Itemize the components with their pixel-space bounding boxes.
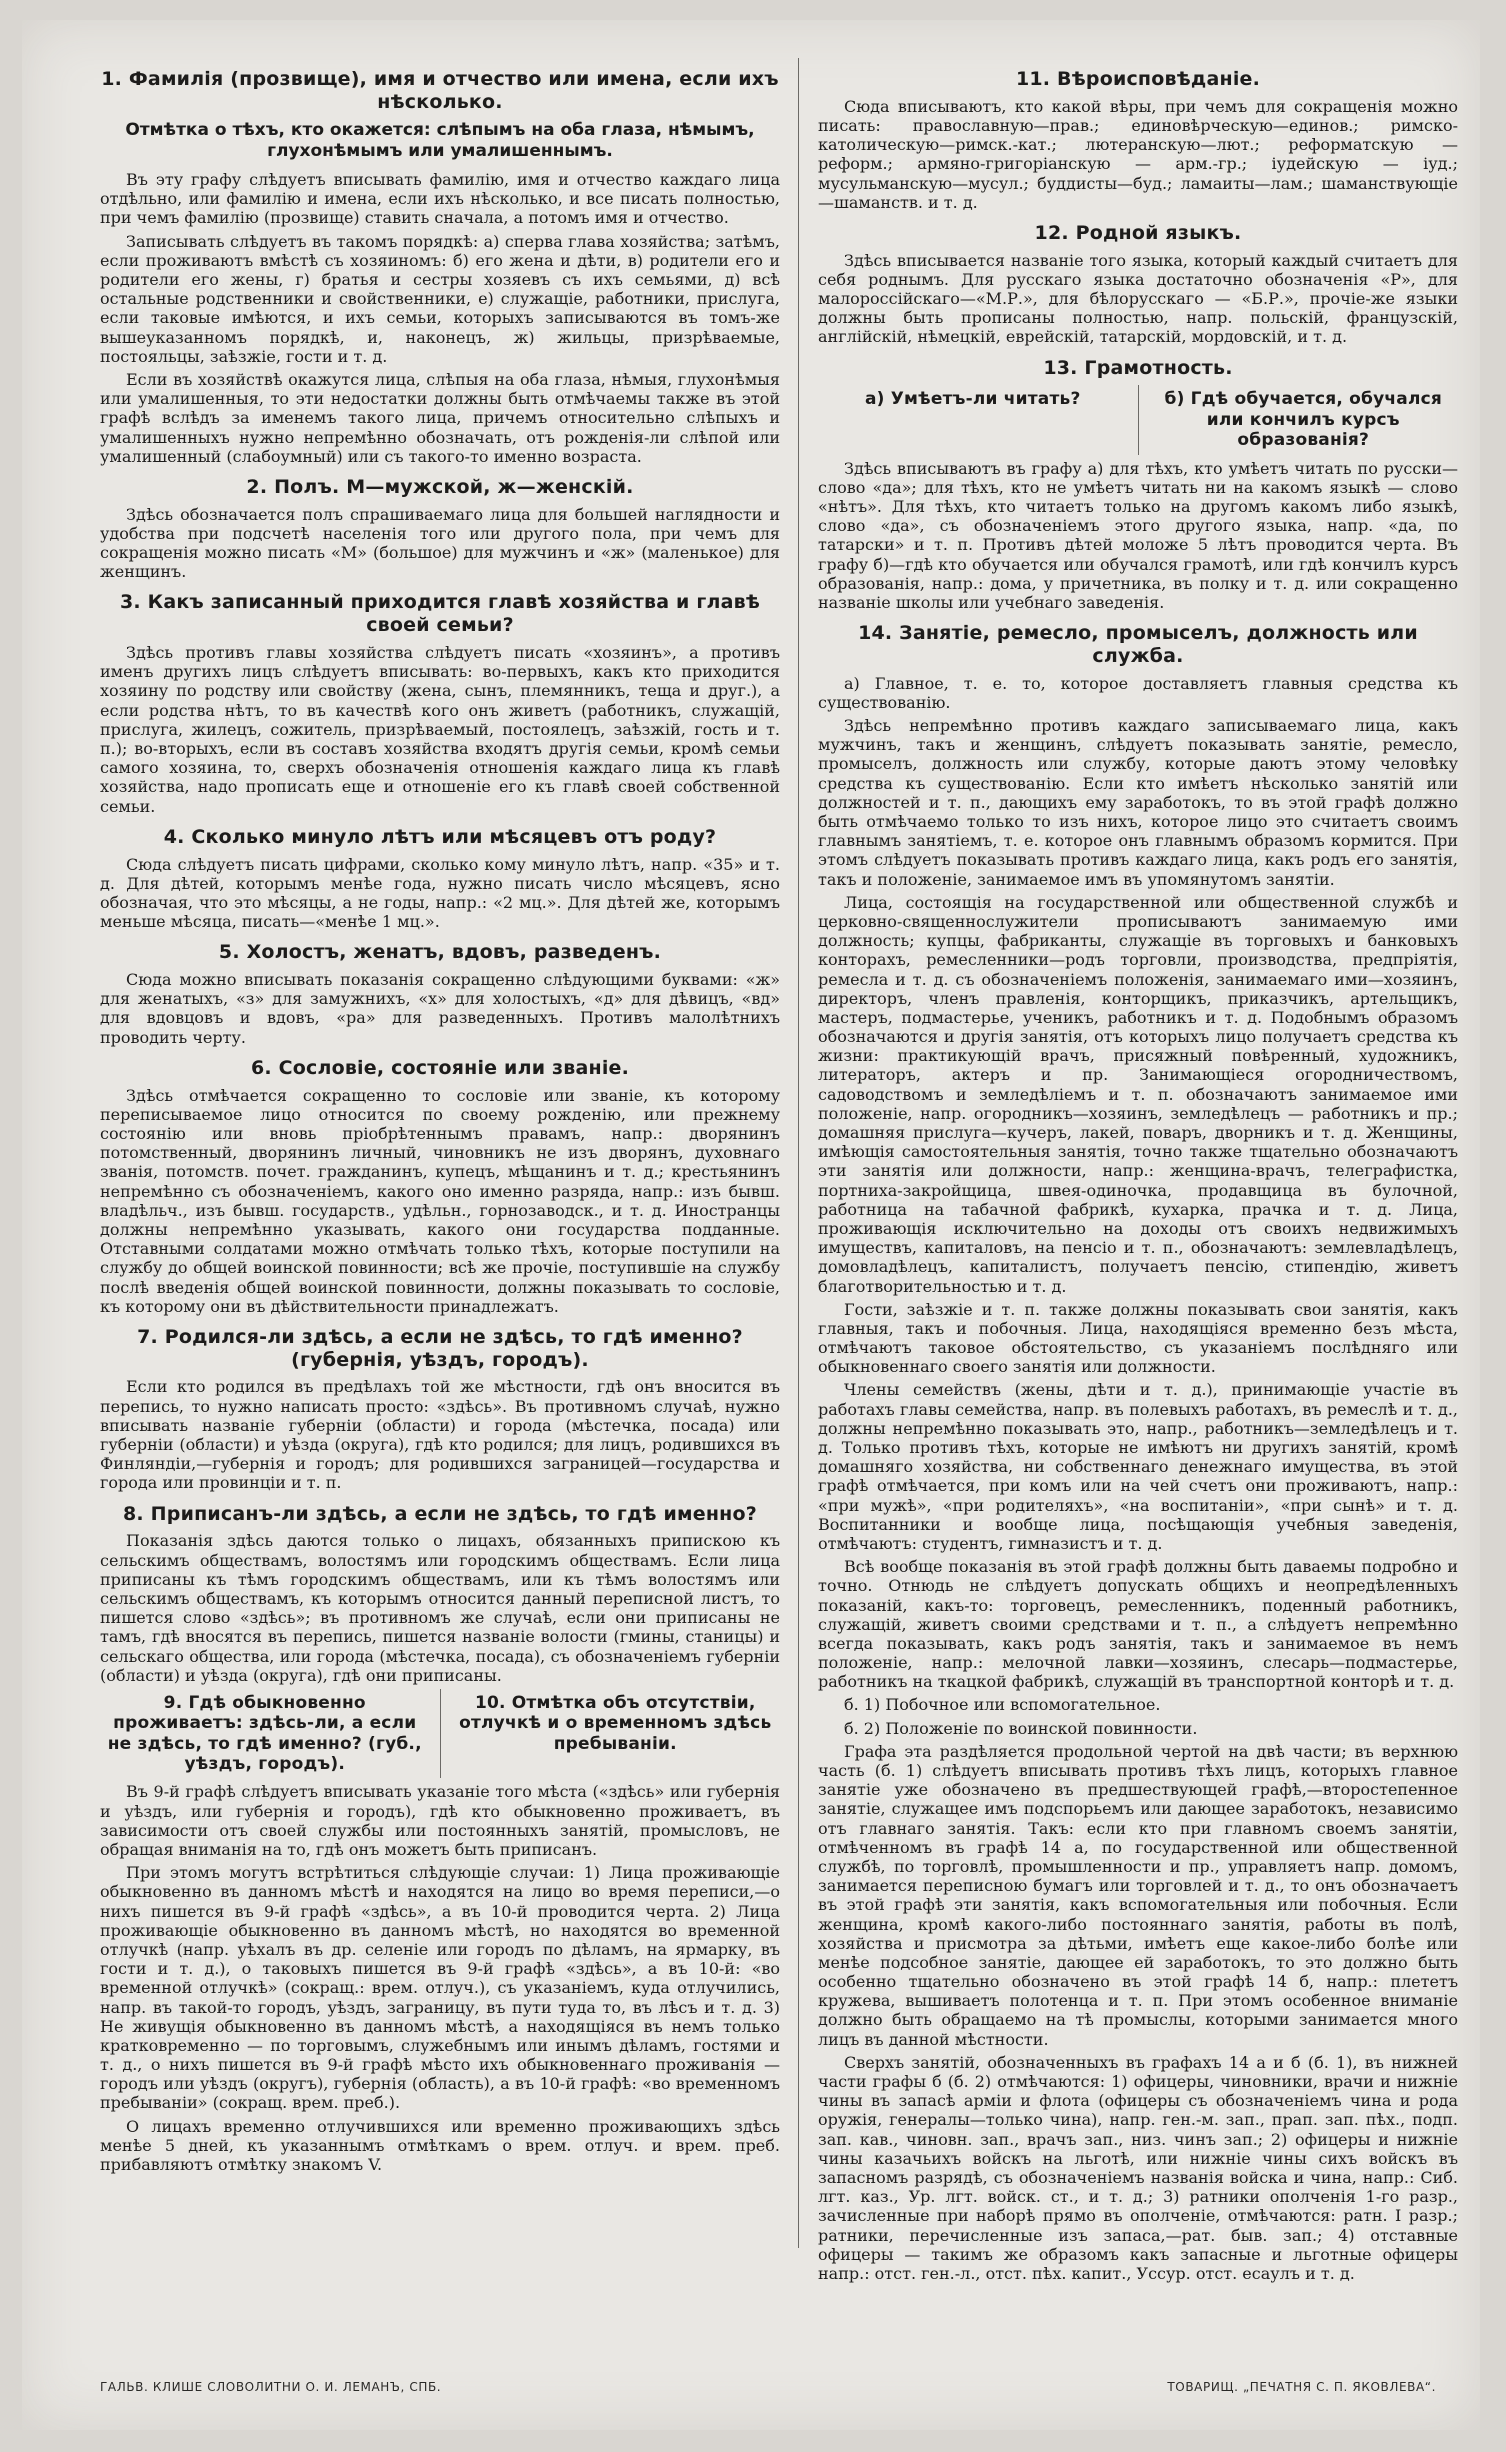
section-3-title: 3. Какъ записанный приходится главѣ хозяйства и главѣ своей семьи? (119, 591, 761, 637)
section-1-title: 1. Фамилія (прозвище), имя и отчество или имена, если ихъ нѣсколько. (101, 68, 779, 113)
section-1-subtitle: Отмѣтка о тѣхъ, кто окажется: слѣпымъ на оба глаза, нѣмымъ, глухонѣмымъ или умалишеннымъ. (125, 119, 755, 161)
subheader-divider (1138, 385, 1139, 454)
section-7-title: 7. Родился-ли здѣсь, а если не здѣсь, то гдѣ именно? (губернія, уѣздъ, городъ). (137, 1325, 743, 1371)
section-12-title: 12. Родной языкъ. (1034, 221, 1242, 244)
footer-cliche-credit: ГАЛЬВ. КЛИШЕ СЛОВОЛИТНИ О. И. ЛЕМАНЪ, СПБ. (100, 2380, 442, 2394)
section-12-paragraph: Здѣсь вписывается названіе того языка, который каждый считаетъ для себя роднымъ. Для русскаго языка достаточно обозначенія «Р», для малороссійскаго—«М.Р.», для бѣлорусскаго — «Б.Р.», прочіе-же языки должны быть прописаны полностью, напр. польскій, французскій, англійскій, нѣмецкій, еврейскій, татарскій, мордовскій, и т. д. (818, 250, 1458, 347)
section-14-paragraph-3: Лица, состоящія на государственной или общественной службѣ и церковно-священнослужители прописываютъ занимаемую ими должность; купцы, фабриканты, служащіе въ торговыхъ и банковыхъ конторахъ, ремесленники—родъ торговли, производства, предпріятія, ремесла и т. д. съ обозначеніемъ положенія, занимаемаго ими—хозяинъ, директоръ, членъ правленія, конторщикъ, приказчикъ, артельщикъ, мастеръ, подмастерье, ученикъ, работникъ и т. д. Подобнымъ образомъ обозначаются и другія занятія, отъ которыхъ лицо получаетъ средства къ жизни: практикующій врачъ, присяжный повѣренный, художникъ, литераторъ, актеръ и пр. Занимающіеся огородничествомъ, садоводствомъ и земледѣліемъ и т. п. обозначаютъ занимаемое ими положеніе, напр. огородникъ—хозяинъ, земледѣлецъ — работникъ и пр.; домашняя прислуга—кучеръ, лакей, поваръ, дворникъ и т. д. Женщины, имѣющія самостоятельныя занятія, точно также тщательно обозначаютъ эти занятія или должности, напр.: женщина-врачъ, телеграфистка, портниха-закройщица, швея-одиночка, продавщица въ булочной, работница на табачной фабрикѣ, кухарка, прачка и т. д. Лица, проживающія исключительно на доходы отъ своихъ недвижимыхъ имуществъ, капиталовъ, на пенсіо и т. п., обозначаютъ: землевладѣлецъ, домовладѣлецъ, капиталистъ, получаетъ пенсію, стипендію, живетъ благотворительностью и т. д. (818, 892, 1458, 1296)
section-14-paragraph-9: Графа эта раздѣляется продольной чертой на двѣ части; въ верхнюю часть (б. 1) слѣдуетъ вписывать противъ тѣхъ лицъ, которыхъ главное занятіе уже обозначено въ предшествующей графѣ,—второстепенное занятіе, служащее имъ подспорьемъ или дающее заработокъ, независимо отъ главнаго занятія. Такъ: если кто при главномъ своемъ занятіи, отмѣченномъ въ графѣ 14 а, по государственной или общественной службѣ, по торговлѣ, промышленности и пр., управляетъ напр. домомъ, занимается переписною бумагъ или торговлей и т. д., то онъ обозначаетъ въ этой графѣ эти занятія, какъ вспомогательныя или побочныя. Если женщина, кромѣ какого-либо постояннаго занятія, работы въ полѣ, хозяйства и присмотра за дѣтьми, имѣетъ еще какое-либо болѣе или менѣе подсобное занятіе, дающее ей заработокъ, то это должно быть особенно тщательно обозначено въ этой графѣ 14 б, напр.: плететъ кружева, вышиваетъ полотенца и т. п. При этомъ особенное вниманіе должно быть обращаемо на тѣ промыслы, которыми занимается много лицъ въ данной мѣстности. (818, 1741, 1458, 2049)
section-14-paragraph-2: Здѣсь непремѣнно противъ каждаго записываемаго лица, какъ мужчинъ, такъ и женщинъ, слѣдуетъ показывать занятіе, ремесло, промыселъ, должность или службу, которые даютъ этому человѣку средства къ существованію. Если кто имѣетъ нѣсколько занятій или должностей и т. п., дающихъ ему заработокъ, то въ этой графѣ должно быть отмѣчаемо только то изъ нихъ, которое лицо это считаетъ своимъ главнымъ занятіемъ, т. е. которое онъ главнымъ образомъ кормится. При этомъ слѣдуетъ показывать противъ каждаго лица, какъ родъ его занятія, такъ и положеніе, занимаемое имъ въ упомянутомъ занятіи. (818, 716, 1458, 889)
section-14-paragraph-6: Всѣ вообще показанія въ этой графѣ должны быть даваемы подробно и точно. Отнюдь не слѣдуетъ допускать общихъ и неопредѣленныхъ показаній, какъ-то: торговецъ, ремесленникъ, поденный работникъ, служащій, живетъ своими средствами и т. п., а слѣдуетъ непремѣнно всегда показывать, какъ родъ занятія, такъ и занимаемое въ немъ положеніе, напр.: мелочной лавки—хозяинъ, слесарь—подмастерье, работникъ на ткацкой фабрикѣ, служащій въ транспортной конторѣ и т. д. (818, 1557, 1458, 1692)
census-instruction-sheet (22, 20, 1480, 2430)
section-13-title: 13. Грамотность. (1043, 356, 1233, 379)
section-13b-title: б) Гдѣ обучается, обучался или кончилъ курсъ образованія? (1164, 389, 1442, 451)
section-14-title: 14. Занятіе, ремесло, промыселъ, должность или служба. (858, 622, 1418, 667)
section-7-paragraph: Если кто родился въ предѣлахъ той же мѣстности, гдѣ онъ вносится въ перепись, то нужно написать просто: «здѣсь». Въ противномъ случаѣ, нужно вписывать названіе губерніи (области) и города (мѣстечка, посада) или губерніи (области) и уѣзда (округа), гдѣ кто родился; для лицъ, родившихся въ Финляндіи,—губернія и городъ; для родившихся заграницей—государства и города или провинціи и т. п. (100, 1377, 780, 1493)
section-8-title: 8. Приписанъ-ли здѣсь, а если не здѣсь, то гдѣ именно? (123, 1502, 757, 1525)
section-1-paragraph-3: Если въ хозяйствѣ окажутся лица, слѣпыя на оба глаза, нѣмыя, глухонѣмыя или умалишенныя, то эти недостатки должны быть отмѣчаемы также въ этой графѣ вслѣдъ за именемъ такого лица, причемъ относительно слѣпыхъ и умалишенныхъ нужно непремѣнно обозначать, отъ рожденія-ли слѣпой или умалишенный (слабоумный) или съ такого-то именно возраста. (100, 369, 780, 466)
section-1-paragraph-1: Въ эту графу слѣдуетъ вписывать фамилію, имя и отчество каждаго лица отдѣльно, или фамилію и имена, если ихъ нѣсколько, и все писать полностью, при чемъ фамилію (прозвище) ставить сначала, а потомъ имя и отчество. (100, 170, 780, 228)
section-13a-title: а) Умѣетъ-ли читать? (864, 389, 1081, 410)
section-14-paragraph-5: Члены семействъ (жены, дѣти и т. д.), принимающіе участіе въ работахъ главы семейства, напр. въ полевыхъ работахъ, въ ремеслѣ и т. д., должны непремѣнно показывать это, напр., работникъ—земледѣлецъ и т. д. Только противъ тѣхъ, которые не имѣютъ ни другихъ занятій, кромѣ домашняго хозяйства, ни собственнаго денежнаго имущества, въ этой графѣ отмѣчается, при комъ или на чей счетъ они проживаютъ, напр.: «при мужѣ», «при родителяхъ», «на воспитаніи», «при сынѣ» и т. д. Воспитанники и вообще лица, посѣщающія учебныя заведенія, отмѣчаютъ: студентъ, гимназистъ и т. д. (818, 1380, 1458, 1553)
section-5-paragraph: Сюда можно вписывать показанія сокращенно слѣдующими буквами: «ж» для женатыхъ, «з» для замужнихъ, «х» для холостыхъ, «д» для дѣвицъ, «вд» для вдовцовъ и вдовъ, «ра» для разведенныхъ. Противъ малолѣтнихъ проводить черту. (100, 970, 780, 1047)
section-14-paragraph-1: а) Главное, т. е. то, которое доставляетъ главныя средства къ существованію. (818, 673, 1458, 712)
section-6-paragraph: Здѣсь отмѣчается сокращенно то сословіе или званіе, къ которому переписываемое лицо относится по своему рожденію, или прежнему состоянію или вновь пріобрѣтеннымъ правамъ, напр.: дворянинъ потомственный, дворянинъ личный, чиновникъ не изъ дворянъ, духовнаго званія, потомств. почет. гражданинъ, купецъ, мѣщанинъ и т. д.; крестьянинъ непремѣнно съ обозначеніемъ, какого оно именно разряда, напр.: изъ бывш. владѣльч., изъ бывш. государств., удѣльн., горнозаводск., и т. д. Иностранцы должны непремѣнно указывать, какого они государства подданные. Отставными солдатами можно отмѣчать только тѣхъ, которые поступили на службу до общей воинской повинности; всѣ же прочіе, поступившіе на службу послѣ введенія общей воинской повинности, должны показывать то сословіе, къ которому они въ дѣйствительности принадлежатъ. (100, 1085, 780, 1316)
section-13-paragraph: Здѣсь вписываютъ въ графу а) для тѣхъ, кто умѣетъ читать по русски—слово «да»; для тѣхъ, кто не умѣетъ читать ни на какомъ языкѣ — слово «нѣтъ». Для тѣхъ, кто читаетъ только на другомъ какомъ либо языкѣ, слово «да», съ обозначеніемъ этого другого языка, напр. «да, по татарски» и т. п. Противъ дѣтей моложе 5 лѣтъ проводится черта. Въ графу б)—гдѣ кто обучается или обучался грамотѣ, или гдѣ кончилъ курсъ образованія, напр.: дома, у причетника, въ полку и т. д. или сокращенно названіе школы или учебнаго заведенія. (818, 458, 1458, 612)
section-3-paragraph: Здѣсь противъ главы хозяйства слѣдуетъ писать «хозяинъ», а противъ именъ другихъ лицъ слѣдуетъ вписывать: во-первыхъ, какъ кто приходится хозяину по родству или свойству (жена, сынъ, племянникъ, теща и друг.), а если родства нѣтъ, то въ качествѣ кого онъ живетъ (работникъ, служащій, прислуга, жилецъ, сожитель, призрѣваемый, постоялецъ, заѣзжій, гость и т. п.); во-вторыхъ, если въ составъ хозяйства входятъ другія семьи, кромѣ семьи самого хозяина, то, сверхъ обозначенія отношенія каждаго лица къ главѣ хозяйства, надо прописать еще и отношеніе его къ главѣ своей собственной семьи. (100, 643, 780, 816)
section-5-title: 5. Холостъ, женатъ, вдовъ, разведенъ. (218, 941, 662, 964)
section-13-subheaders (818, 385, 1458, 454)
section-14-b1-label: б. 1) Побочное или вспомогательное. (844, 1695, 1161, 1715)
section-8-paragraph: Показанія здѣсь даются только о лицахъ, обязанныхъ припискою къ сельскимъ обществамъ, волостямъ или городскимъ обществамъ. Если лица приписаны къ тѣмъ городскимъ обществамъ, или къ тѣмъ волостямъ или сельскимъ обществамъ, къ которымъ относится данный переписной листъ, то пишется слово «здѣсь»; въ противномъ же случаѣ, если они приписаны не тамъ, гдѣ вносятся въ перепись, пишется названіе волости (гмины, станицы) и сельскаго общества, или города (мѣстечка, посада), съ обозначеніемъ губерніи (области) и уѣзда (округа), гдѣ они приписаны. (100, 1531, 780, 1685)
section-14-paragraph-10: Сверхъ занятій, обозначенныхъ въ графахъ 14 а и б (б. 1), въ нижней части графы б (б. 2) отмѣчаются: 1) офицеры, чиновники, врачи и нижніе чины въ запасѣ арміи и флота (офицеры съ обозначеніемъ чина и рода оружія, генералы—только чина), напр. ген.-м. зап., прап. зап. пѣх., подп. зап. кав., чиновн. зап., врачъ зап., низ. чинъ зап.; 2) офицеры и нижніе чины казачьихъ войскъ на льготѣ, или нижніе чины сихъ войскъ въ запасномъ разрядѣ, съ обозначеніемъ названія войска и чина, напр.: Сиб. лгт. каз., Ур. лгт. войск. ст., и т. д.; 3) ратники ополченія 1-го разр., зачисленные при наборѣ прямо въ ополченіе, отмѣчаются: ратн. I разр.; ратники, перечисленные изъ запаса,—рат. быв. зап.; 4) отставные офицеры — такимъ же образомъ какъ запасные и льготные офицеры напр.: отст. ген.-л., отст. пѣх. капит., Уссур. отст. есаулъ и т. д. (818, 2052, 1458, 2283)
section-14-paragraph-4: Гости, заѣзжіе и т. п. также должны показывать свои занятія, какъ главныя, такъ и побочныя. Лица, находящіяся временно безъ мѣста, отмѣчаютъ таковое обстоятельство, съ указаніемъ послѣдняго или обыкновеннаго своего занятія или должности. (818, 1299, 1458, 1377)
section-4-paragraph: Сюда слѣдуетъ писать цифрами, сколько кому минуло лѣтъ, напр. «35» и т. д. Для дѣтей, которымъ менѣе года, нужно писать число мѣсяцевъ, ясно обозначая, что это мѣсяцы, а не годы, напр.: «2 мц.». Для дѣтей же, которымъ меньше мѣсяца, писать—«менѣе 1 мц.». (100, 854, 780, 932)
section-11-title: 11. Вѣроисповѣданіе. (1015, 68, 1261, 90)
section-14-b2-label: б. 2) Положеніе по воинской повинности. (844, 1718, 1198, 1738)
section-2-title: 2. Полъ. М—мужской, ж—женскій. (246, 475, 634, 498)
section-9-title: 9. Гдѣ обыкновенно проживаетъ: здѣсь-ли, а если не здѣсь, то гдѣ именно? (губ., уѣздъ, городъ). (107, 1692, 422, 1775)
section-11-paragraph: Сюда вписываютъ, кто какой вѣры, при чемъ для сокращенія можно писать: православную—прав.; единовѣрческую—единов.; римско-католическую—римск.-кат.; лютеранскую—лют.; реформатскую — реформ.; армяно-григоріанскую — арм.-гр.; іудейскую — іуд.; мусульманскую—мусул.; буддисты—буд.; ламаиты—лам.; шаманствующіе—шаманств. и т. д. (818, 96, 1458, 212)
section-1-paragraph-2: Записывать слѣдуетъ въ такомъ порядкѣ: а) сперва глава хозяйства; затѣмъ, если проживаютъ вмѣстѣ съ хозяиномъ: б) его жена и дѣти, в) родители его и родители его жены, г) братья и сестры хозяевъ съ ихъ семьями, д) всѣ остальные родственники и свойственники, е) служащіе, работники, прислуга, если таковые имѣются, и ихъ семьи, которыхъ записываются въ томъ-же вышеуказанномъ порядкѣ, и, наконецъ, ж) жильцы, призрѣваемые, постояльцы, заѣзжіе, гости и т. д. (100, 231, 780, 366)
section-2-paragraph: Здѣсь обозначается полъ спрашиваемаго лица для большей наглядности и удобства при подсчетѣ населенія того или другого пола, при чемъ для сокращенія можно писать «М» (большое) для мужчинъ и «ж» (маленькое) для женщинъ. (100, 504, 780, 582)
section-10-title: 10. Отмѣтка объ отсутствіи, отлучкѣ и о временномъ здѣсь пребываніи. (459, 1692, 772, 1754)
section-9-paragraph-3: О лицахъ временно отлучившихся или временно проживающихъ здѣсь менѣе 5 дней, къ указаннымъ отмѣткамъ о врем. отлуч. и врем. преб. прибавляютъ отмѣтку знакомъ V. (100, 2116, 780, 2175)
footer-printer-credit: ТОВАРИЩ. „ПЕЧАТНЯ С. П. ЯКОВЛЕВА“. (1167, 2380, 1436, 2394)
section-6-title: 6. Сословіе, состояніе или званіе. (250, 1056, 630, 1079)
column-divider (798, 58, 799, 2248)
section-9-paragraph-1: Въ 9-й графѣ слѣдуетъ вписывать указаніе того мѣста («здѣсь» или губернія и уѣздъ, или губернія и городъ), гдѣ кто обыкновенно проживаетъ, въ зависимости отъ своей службы или постоянныхъ занятій, промысловъ, не обращая вниманія на то, гдѣ онъ можетъ быть приписанъ. (100, 1782, 780, 1860)
section-9-10-header (100, 1689, 780, 1779)
section-4-title: 4. Сколько минуло лѣтъ или мѣсяцевъ отъ роду? (163, 825, 717, 848)
section-9-paragraph-2: При этомъ могутъ встрѣтиться слѣдующіе случаи: 1) Лица проживающіе обыкновенно въ данномъ мѣстѣ и находятся на лицо во время переписи,—о нихъ пишется въ 9-й графѣ «здѣсь», а въ 10-й проводится черта. 2) Лица проживающіе обыкновенно въ данномъ мѣстѣ, но находятся во временной отлучкѣ (напр. уѣхалъ въ др. селеніе или городъ по дѣламъ, на ярмарку, въ гости и т. д.), о таковыхъ пишется въ 9-й графѣ «здѣсь», а въ 10-й: «во временной отлучкѣ» (сокращ.: врем. отлуч.), съ указаніемъ, куда отлучились, напр. въ такой-то городъ, уѣздъ, заграницу, въ пути туда то, въ лѣсъ и т. д. 3) Не живущія обыкновенно въ данномъ мѣстѣ, а находящіяся въ немъ только кратковременно — по торговымъ, служебнымъ или инымъ дѣламъ, гостями и т. д., о нихъ пишется въ 9-й графѣ мѣсто ихъ обыкновеннаго проживанія — городъ или уѣздъ (округъ), губернія (область), а въ 10-й графѣ: «во временномъ пребываніи» (сокращ. врем. преб.). (100, 1863, 780, 2113)
header-divider (440, 1689, 441, 1779)
right-column (818, 58, 1458, 2350)
left-column (100, 58, 780, 2350)
